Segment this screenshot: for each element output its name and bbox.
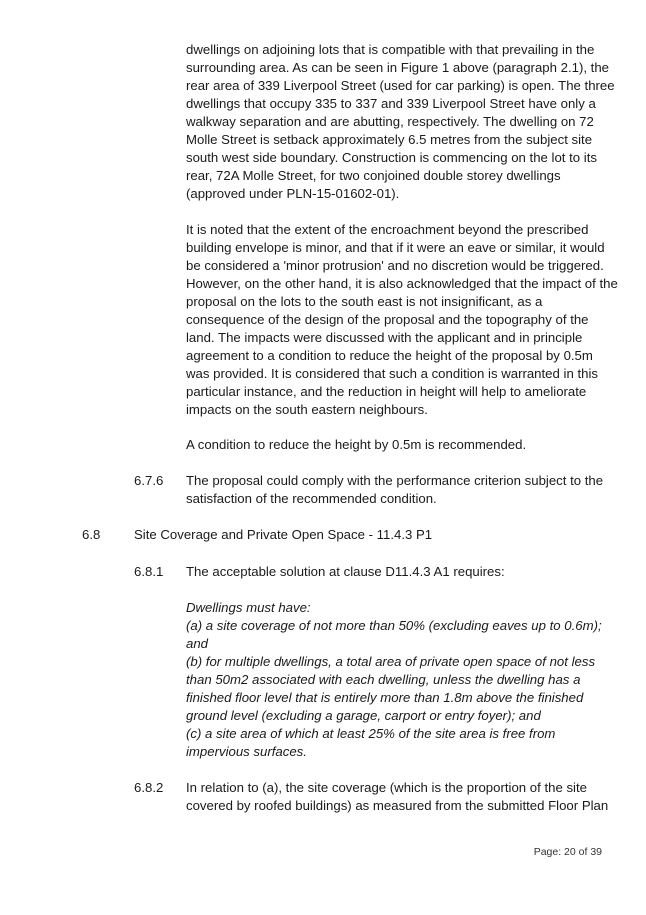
text-line: impacts on the south eastern neighbours. (186, 402, 428, 417)
text-line: be considered a 'minor protrusion' and no discretion would be triggered. (186, 258, 604, 273)
text-line: It is noted that the extent of the encroachment beyond the prescribed (186, 222, 589, 237)
text-line: land. The impacts were discussed with the applicant and in principle (186, 330, 583, 345)
text-line: was provided. It is considered that such a condition is warranted in this (186, 366, 598, 381)
page-number: Page: 20 of 39 (533, 846, 602, 858)
text-line: In relation to (a), the site coverage (which is the proportion of the site (186, 780, 587, 795)
text-line: (b) for multiple dwellings, a total area of private open space of not less (186, 654, 596, 669)
text-line: consequence of the design of the proposal and the topography of the (186, 312, 589, 327)
text-line: finished floor level that is entirely more than 1.8m above the finished (186, 690, 584, 705)
text-line: and (186, 636, 209, 651)
text-line: south west side boundary. Construction is commencing on the lot to its (186, 150, 597, 165)
item-number: 6.7.6 (134, 473, 164, 488)
text-line: The proposal could comply with the performance criterion subject to the (186, 473, 604, 488)
text-line: particular instance, and the reduction in height will help to ameliorate (186, 384, 587, 399)
text-line: surrounding area. As can be seen in Figure 1 above (paragraph 2.1), the (186, 60, 610, 75)
text-line: than 50m2 associated with each dwelling, unless the dwelling has a (186, 672, 581, 687)
text-line: satisfaction of the recommended condition. (186, 491, 437, 506)
text-line: However, on the other hand, it is also acknowledged that the impact of the (186, 276, 618, 291)
text-line: Dwellings must have: (186, 600, 311, 615)
text-line: (c) a site area of which at least 25% of the site area is free from (186, 726, 556, 741)
section-number: 6.8 (82, 527, 101, 542)
text-line: (approved under PLN-15-01602-01). (186, 186, 400, 201)
text-line: impervious surfaces. (186, 744, 307, 759)
text-line: dwellings that occupy 335 to 337 and 339 Liverpool Street have only a (186, 96, 596, 111)
text-line: (a) a site coverage of not more than 50% (excluding eaves up to 0.6m); (186, 618, 602, 633)
text-line: covered by roofed buildings) as measured from the submitted Floor Plan (186, 798, 609, 813)
text-line: building envelope is minor, and that if it were an eave or similar, it would (186, 240, 605, 255)
text-line: rear, 72A Molle Street, for two conjoined double storey dwellings (186, 168, 561, 183)
item-number: 6.8.2 (134, 780, 164, 795)
text-line: walkway separation and are abutting, respectively. The dwelling on 72 (186, 114, 594, 129)
text-line: ground level (excluding a garage, carport or entry foyer); and (186, 708, 541, 723)
text-line: rear area of 339 Liverpool Street (used for car parking) is open. The three (186, 78, 615, 93)
item-number: 6.8.1 (134, 564, 164, 579)
paragraph-condition: A condition to reduce the height by 0.5m is recommended. (186, 437, 527, 452)
text-line: agreement to a condition to reduce the height of the proposal by 0.5m (186, 348, 593, 363)
text-line: dwellings on adjoining lots that is compatible with that prevailing in the (186, 42, 595, 57)
section-title: Site Coverage and Private Open Space - 11.4.3 P1 (134, 527, 433, 542)
text-line: proposal on the lots to the south east is not insignificant, as a (186, 294, 543, 309)
text-line: The acceptable solution at clause D11.4.3 A1 requires: (186, 564, 505, 579)
text-line: Molle Street is setback approximately 6.5 metres from the subject site (186, 132, 593, 147)
